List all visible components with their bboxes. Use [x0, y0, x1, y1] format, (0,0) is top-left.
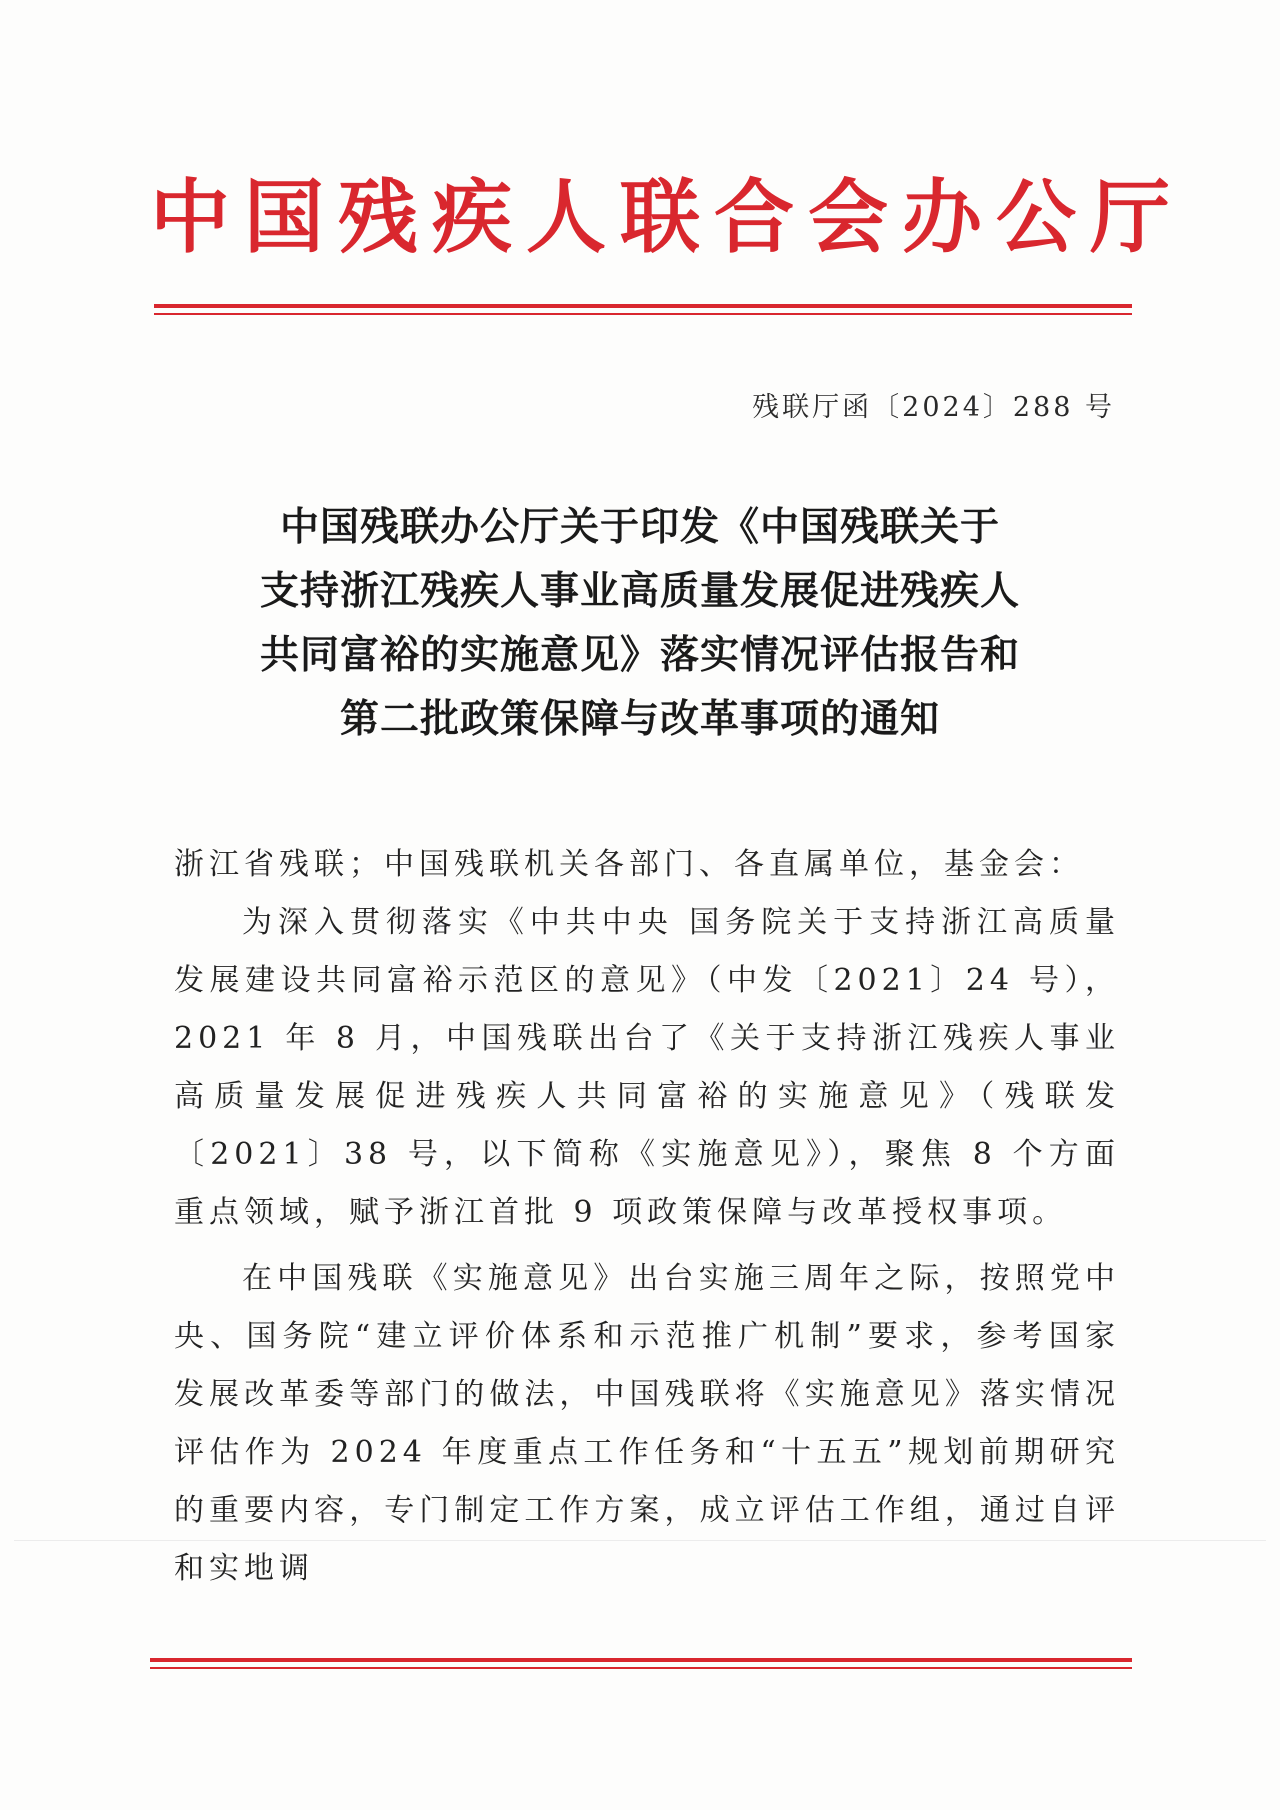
masthead-rule-thick [154, 304, 1132, 308]
document-number: 残联厅函〔2024〕288 号 [752, 392, 1115, 423]
masthead-rule-thin [154, 313, 1132, 315]
title-line: 第二批政策保障与改革事项的通知 [339, 697, 940, 742]
title-line: 共同富裕的实施意见》落实情况评估报告和 [259, 633, 1020, 678]
document-body [174, 836, 1120, 1598]
title-line: 中国残联办公厅关于印发《中国残联关于 [279, 505, 1000, 550]
recipients-line: 浙江省残联；中国残联机关各部门、各直属单位，基金会： [174, 847, 1084, 882]
footer-rule-thick [150, 1658, 1132, 1662]
masthead-organization: 中国残疾人联合会办公厅 [150, 171, 1184, 264]
body-paragraph: 为深入贯彻落实《中共中央 国务院关于支持浙江高质量发展建设共同富裕示范区的意见》（中发〔2021〕24 号），2021 年 8 月，中国残联出台了《关于支持浙江残疾人事业高质量发展促进残疾人共同富裕的实施意见》（残联发〔2021〕38 号，以下简称《实施意见》），聚焦 8 个方面重点领域，赋予浙江首批 9 项政策保障与改革授权事项。 [174, 905, 1120, 1230]
title-line: 支持浙江残疾人事业高质量发展促进残疾人 [259, 569, 1020, 614]
footer-rule-thin [150, 1667, 1132, 1669]
body-paragraph: 在中国残联《实施意见》出台实施三周年之际，按照党中央、国务院“建立评价体系和示范推广机制”要求，参考国家发展改革委等部门的做法，中国残联将《实施意见》落实情况评估作为 2024 年度重点工作任务和“十五五”规划前期研究的重要内容，专门制定工作方案，成立评估工作组，通过自评和实地调 [174, 1261, 1120, 1586]
page-fold-divider [14, 1540, 1266, 1541]
document-title [150, 496, 1130, 752]
